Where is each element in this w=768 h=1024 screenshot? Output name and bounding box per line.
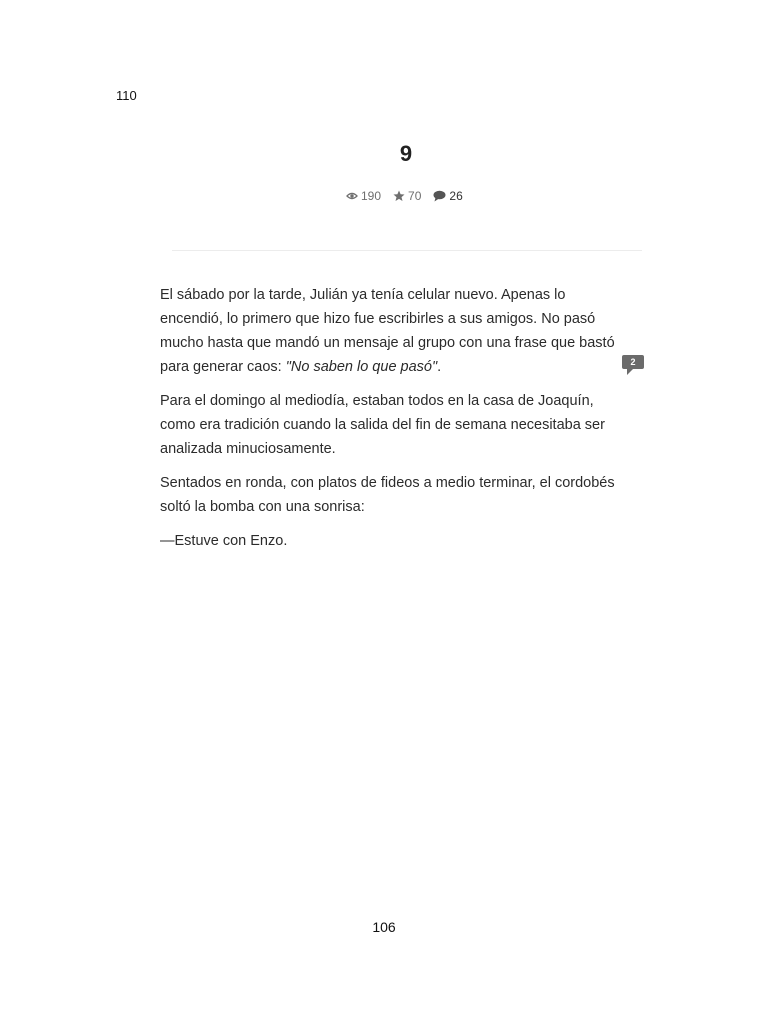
top-page-number: 110 <box>116 88 137 103</box>
star-icon <box>393 190 405 202</box>
inline-comment-count: 2 <box>630 357 636 367</box>
comments-count: 26 <box>449 189 463 203</box>
paragraph-text: El sábado por la tarde, Julián ya tenía celular nuevo. Apenas lo encendió, lo primero que hizo fue escribirles a sus amigos. No pasó mucho hasta que mandó un mensaje al grupo con una frase que bastó para generar caos: <box>160 287 615 375</box>
views-count: 190 <box>361 189 382 203</box>
votes-count: 70 <box>408 189 422 203</box>
votes-stat <box>393 189 421 203</box>
chapter-stats <box>346 189 463 203</box>
eye-icon <box>346 191 358 201</box>
story-paragraph: Para el domingo al mediodía, estaban todos en la casa de Joaquín, como era tradición cuando la salida del fin de semana necesitaba ser analizada minuciosamente. <box>160 393 605 457</box>
story-paragraph <box>160 283 620 379</box>
comment-bubble-icon <box>433 190 446 202</box>
paragraph-text-end: . <box>437 359 442 375</box>
story-paragraph: Sentados en ronda, con platos de fideos a medio terminar, el cordobés soltó la bomba con una sonrisa: <box>160 475 615 515</box>
header-divider <box>172 250 642 251</box>
quoted-message: "No saben lo que pasó" <box>285 359 438 375</box>
inline-comment-tail <box>627 369 633 375</box>
inline-comment-button[interactable] <box>622 355 644 375</box>
comments-stat[interactable] <box>433 189 462 203</box>
inline-comment-icon <box>622 355 644 369</box>
bottom-page-number: 106 <box>372 919 396 935</box>
story-text <box>160 283 620 562</box>
views-stat <box>346 189 381 203</box>
story-paragraph: —Estuve con Enzo. <box>160 533 288 549</box>
chapter-title: 9 <box>399 141 413 166</box>
